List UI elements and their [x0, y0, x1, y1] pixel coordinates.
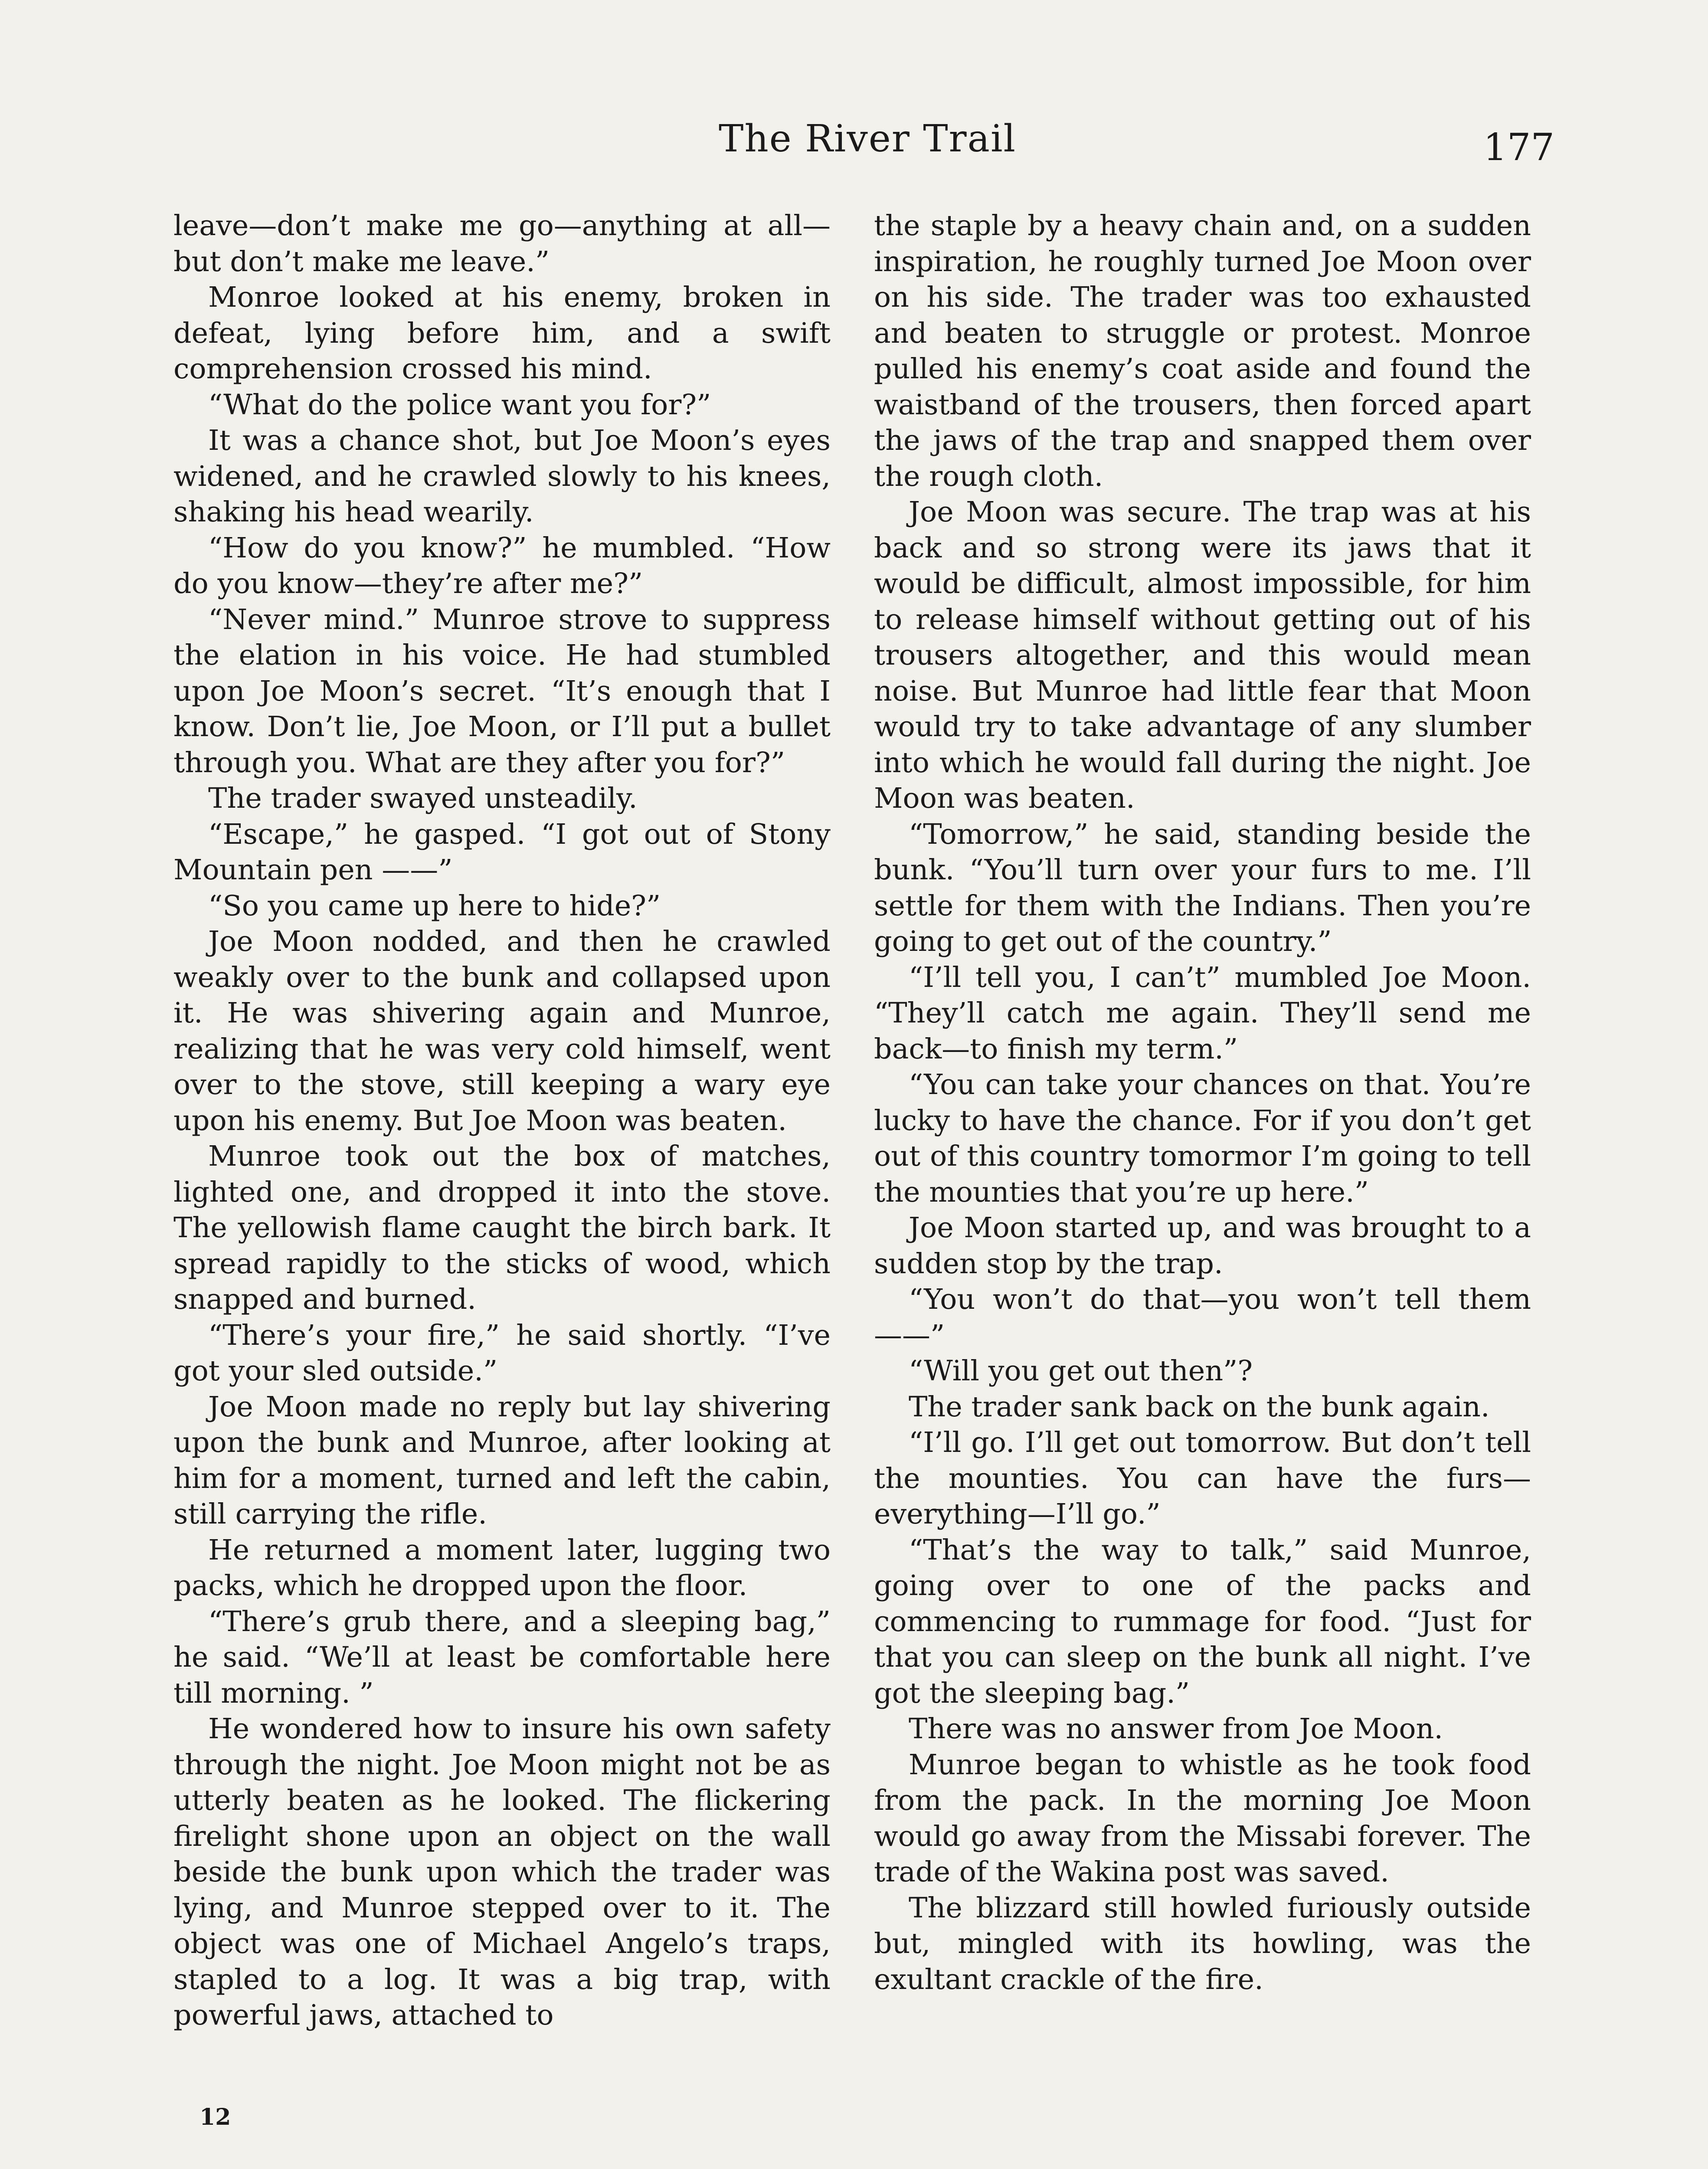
paragraph: There was no answer from Joe Moon.: [909, 1713, 1443, 1745]
paragraph: “Tomorrow,” he said, standing beside the bunk. “You’ll turn over your furs to me. I’ll settle for them with the Indians. Then you’re going to get out of the country.”: [874, 818, 1531, 958]
left-column: [173, 208, 831, 2034]
paragraph: Joe Moon started up, and was brought to a sudden stop by the trap.: [874, 1212, 1531, 1280]
paragraph: Munroe took out the box of matches, lighted one, and dropped it into the stove. The yellowish flame caught the birch bark. It spread rapidly to the sticks of wood, which snapped and burned.: [173, 1140, 831, 1316]
signature-mark: 12: [200, 2104, 231, 2130]
paragraph: Joe Moon nodded, and then he crawled weakly over to the bunk and collapsed upon it. He was shivering again and Munroe, realizing that he was very cold himself, went over to the stove, still keeping a wary eye upon his enemy. But Joe Moon was beaten.: [173, 925, 831, 1137]
paragraph: It was a chance shot, but Joe Moon’s eyes widened, and he crawled slowly to his knees, shaking his head wearily.: [173, 424, 831, 528]
paragraph: “Will you get out then”?: [909, 1355, 1253, 1387]
paragraph: “There’s grub there, and a sleeping bag,” he said. “We’ll at least be comfortable here till morning. ”: [173, 1605, 831, 1710]
paragraph: “You won’t do that—you won’t tell them ——”: [874, 1283, 1531, 1352]
paragraph: leave—don’t make me go—anything at all—but don’t make me leave.”: [173, 210, 831, 278]
paragraph: The blizzard still howled furiously outside but, mingled with its howling, was the exultant crackle of the fire.: [874, 1891, 1531, 1996]
paragraph: He returned a moment later, lugging two packs, which he dropped upon the floor.: [173, 1533, 831, 1602]
paragraph: Joe Moon made no reply but lay shivering upon the bunk and Munroe, after looking at him for a moment, turned and left the cabin, still carrying the rifle.: [173, 1390, 831, 1530]
paragraph: “I’ll go. I’ll get out tomorrow. But don’t tell the mounties. You can have the furs—everything—I’ll go.”: [874, 1426, 1531, 1530]
right-column: [874, 208, 1531, 1998]
running-header-title: The River Trail: [719, 117, 1016, 161]
paragraph: The trader swayed unsteadily.: [208, 782, 638, 815]
paragraph: “Never mind.” Munroe strove to suppress the elation in his voice. He had stumbled upon Joe Moon’s secret. “It’s enough that I know. Don’t lie, Joe Moon, or I’ll put a bullet through you. What are they after you for?”: [173, 603, 831, 779]
paragraph: Monroe looked at his enemy, broken in defeat, lying before him, and a swift comprehension crossed his mind.: [173, 281, 831, 385]
paragraph: “You can take your chances on that. You’re lucky to have the chance. For if you don’t get out of this country tomormor I’m going to tell the mounties that you’re up here.”: [874, 1068, 1531, 1209]
paragraph: The trader sank back on the bunk again.: [909, 1390, 1490, 1423]
paragraph: Joe Moon was secure. The trap was at his back and so strong were its jaws that it would be difficult, almost impossible, for him to release himself without getting out of his trousers altogether, and this would mean noise. But Munroe had little fear that Moon would try to take advantage of any slumber into which he would fall during the night. Joe Moon was beaten.: [874, 496, 1531, 815]
paragraph: “That’s the way to talk,” said Munroe, going over to one of the packs and commencing to rummage for food. “Just for that you can sleep on the bunk all night. I’ve got the sleeping bag.”: [874, 1533, 1531, 1710]
paragraph: “So you came up here to hide?”: [208, 889, 661, 922]
paragraph: “There’s your fire,” he said shortly. “I’ve got your sled outside.”: [173, 1319, 831, 1387]
paragraph: “I’ll tell you, I can’t” mumbled Joe Moon. “They’ll catch me again. They’ll send me back—to finish my term.”: [874, 961, 1531, 1065]
paragraph: “Escape,” he gasped. “I got out of Stony Mountain pen ——”: [173, 818, 831, 886]
paragraph: Munroe began to whistle as he took food from the pack. In the morning Joe Moon would go away from the Missabi forever. The trade of the Wakina post was saved.: [874, 1748, 1531, 1888]
paragraph: the staple by a heavy chain and, on a sudden inspiration, he roughly turned Joe Moon over on his side. The trader was too exhausted and beaten to struggle or protest. Monroe pulled his enemy’s coat aside and found the waistband of the trousers, then forced apart the jaws of the trap and snapped them over the rough cloth.: [874, 210, 1531, 493]
paragraph: He wondered how to insure his own safety through the night. Joe Moon might not be as utterly beaten as he looked. The flickering firelight shone upon an object on the wall beside the bunk upon which the trader was lying, and Munroe stepped over to it. The object was one of Michael Angelo’s traps, stapled to a log. It was a big trap, with powerful jaws, attached to: [173, 1713, 831, 2031]
paragraph: “What do the police want you for?”: [208, 388, 711, 421]
paragraph: “How do you know?” he mumbled. “How do you know—they’re after me?”: [173, 531, 831, 600]
page-number: 177: [1483, 126, 1555, 169]
